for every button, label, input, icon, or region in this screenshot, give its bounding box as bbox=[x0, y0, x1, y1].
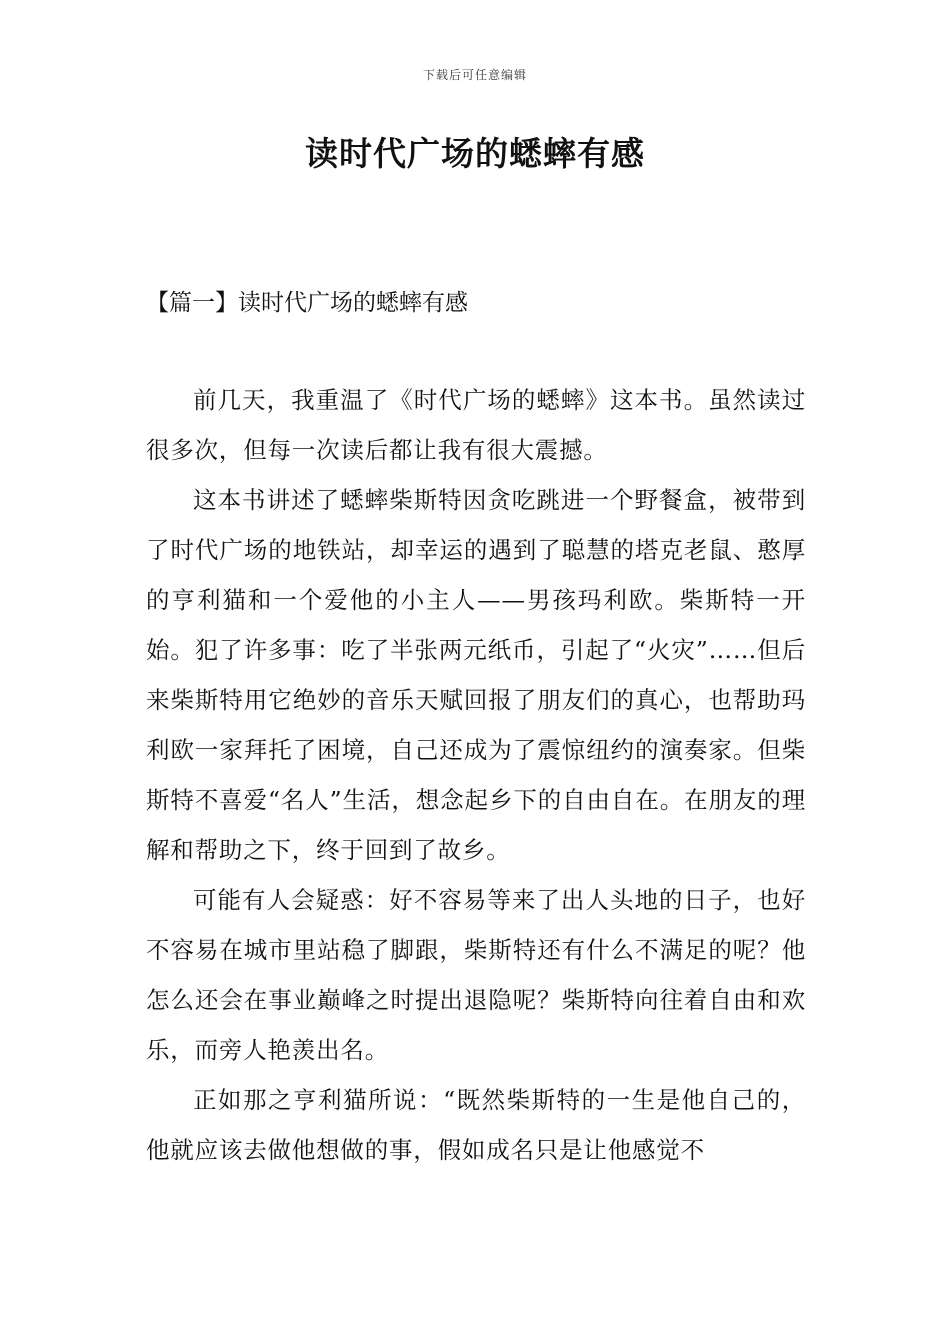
paragraph-4: 正如那之亨利猫所说：“既然柴斯特的一生是他自己的，他就应该去做他想做的事，假如成名只是让他感觉不 bbox=[146, 1086, 806, 1164]
paragraph-1: 前几天，我重温了《时代广场的蟋蟀》这本书。虽然读过很多次，但每一次读后都让我有很大震撼。 bbox=[146, 386, 806, 464]
document-title: 读时代广场的蟋蟀有感 bbox=[305, 134, 645, 173]
paragraph-3: 可能有人会疑惑：好不容易等来了出人头地的日子，也好不容易在城市里站稳了脚跟，柴斯特还有什么不满足的呢？他怎么还会在事业巅峰之时提出退隐呢？柴斯特向往着自由和欢乐，而旁人艳羡出名。 bbox=[146, 886, 806, 1064]
document-body bbox=[146, 375, 806, 1175]
section-heading: 【篇一】读时代广场的蟋蟀有感 bbox=[146, 290, 468, 316]
page-header-note: 下载后可任意编辑 bbox=[422, 68, 527, 82]
paragraph-2: 这本书讲述了蟋蟀柴斯特因贪吃跳进一个野餐盒，被带到了时代广场的地铁站，却幸运的遇到了聪慧的塔克老鼠、憨厚的亨利猫和一个爱他的小主人——男孩玛利欧。柴斯特一开始。犯了许多事：吃了半张两元纸币，引起了“火灾”……但后来柴斯特用它绝妙的音乐天赋回报了朋友们的真心，也帮助玛利欧一家拜托了困境，自己还成为了震惊纽约的演奏家。但柴斯特不喜爱“名人”生活，想念起乡下的自由自在。在朋友的理解和帮助之下，终于回到了故乡。 bbox=[146, 486, 806, 864]
